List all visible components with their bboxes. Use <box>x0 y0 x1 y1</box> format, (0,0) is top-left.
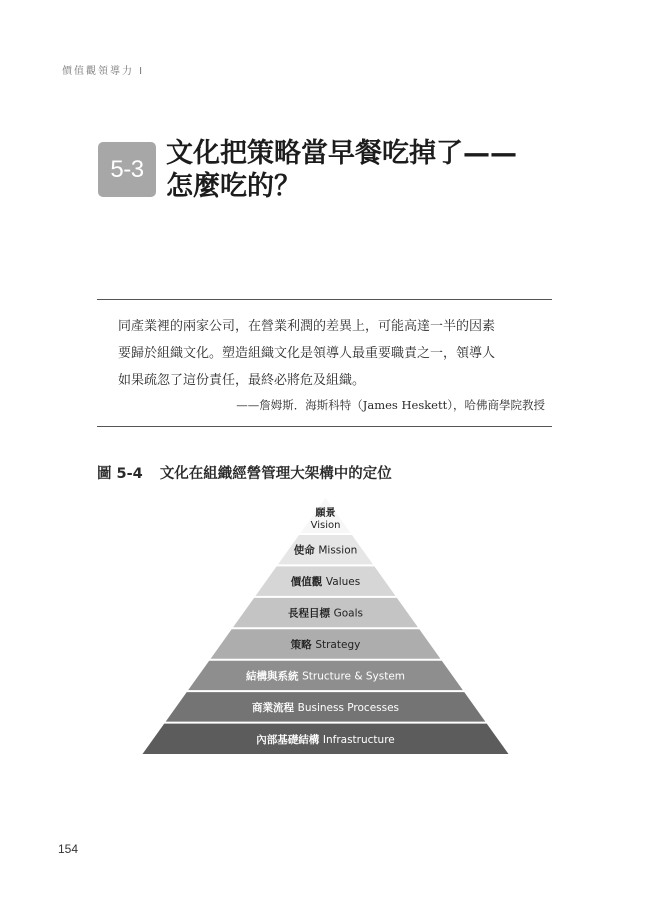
pyramid-label-8 <box>256 733 395 746</box>
pyramid-label-4 <box>288 607 363 620</box>
quote-line-3: 如果疏忽了這份責任，最終必將危及組織。 <box>118 373 366 388</box>
pyramid-label-en-3: Values <box>325 576 361 589</box>
pyramid-label-zh-8: 內部基礎結構 <box>256 733 323 746</box>
pyramid-label-zh-4: 長程目標 <box>287 607 334 620</box>
pyramid-label-en-2: Mission <box>318 544 358 557</box>
pyramid-label-7 <box>252 701 399 714</box>
running-head: 價值觀領導力 I <box>62 66 145 77</box>
pyramid-label-zh-5: 策略 <box>290 639 316 651</box>
section-title-line-1: 文化把策略當早餐吃掉了—— <box>166 138 517 169</box>
section-number-badge: 5-3 <box>98 142 156 197</box>
figure-title: 文化在組織經營管理大架構中的定位 <box>159 466 392 482</box>
pyramid-label-en-4: Goals <box>333 607 364 620</box>
pyramid-label-zh-2: 使命 <box>293 544 319 557</box>
pyramid-label-zh-3: 價值觀 <box>290 576 326 589</box>
quote-line-2: 要歸於組織文化。塑造組織文化是領導人最重要職責之一，領導人 <box>118 346 496 361</box>
pyramid-label-2 <box>294 544 358 557</box>
page-number: 154 <box>58 842 79 856</box>
pyramid-label-en-7: Business Processes <box>297 701 400 714</box>
pyramid-label-zh-7: 商業流程 <box>251 701 298 714</box>
pyramid-label-zh-1: 願景 <box>315 508 336 519</box>
pyramid-label-en-8: Infrastructure <box>322 733 395 746</box>
pyramid-label-zh-6: 結構與系統 <box>245 670 303 683</box>
section-title-line-2: 怎麼吃的？ <box>166 171 301 202</box>
pyramid-label-en-5: Strategy <box>315 639 361 651</box>
quote-attribution: ——詹姆斯．海斯科特（James Heskett），哈佛商學院教授 <box>236 398 545 412</box>
pyramid-label-6 <box>245 669 405 682</box>
pyramid-label-en-1: Vision <box>310 520 341 531</box>
pyramid-label-3 <box>291 575 360 588</box>
figure-number: 圖 5-4 <box>97 466 143 482</box>
quote-line-1: 同產業裡的兩家公司，在營業利潤的差異上，可能高達一半的因素 <box>118 319 496 334</box>
pyramid-label-en-6: Structure & System <box>302 670 406 683</box>
pyramid-label-5 <box>291 638 361 651</box>
